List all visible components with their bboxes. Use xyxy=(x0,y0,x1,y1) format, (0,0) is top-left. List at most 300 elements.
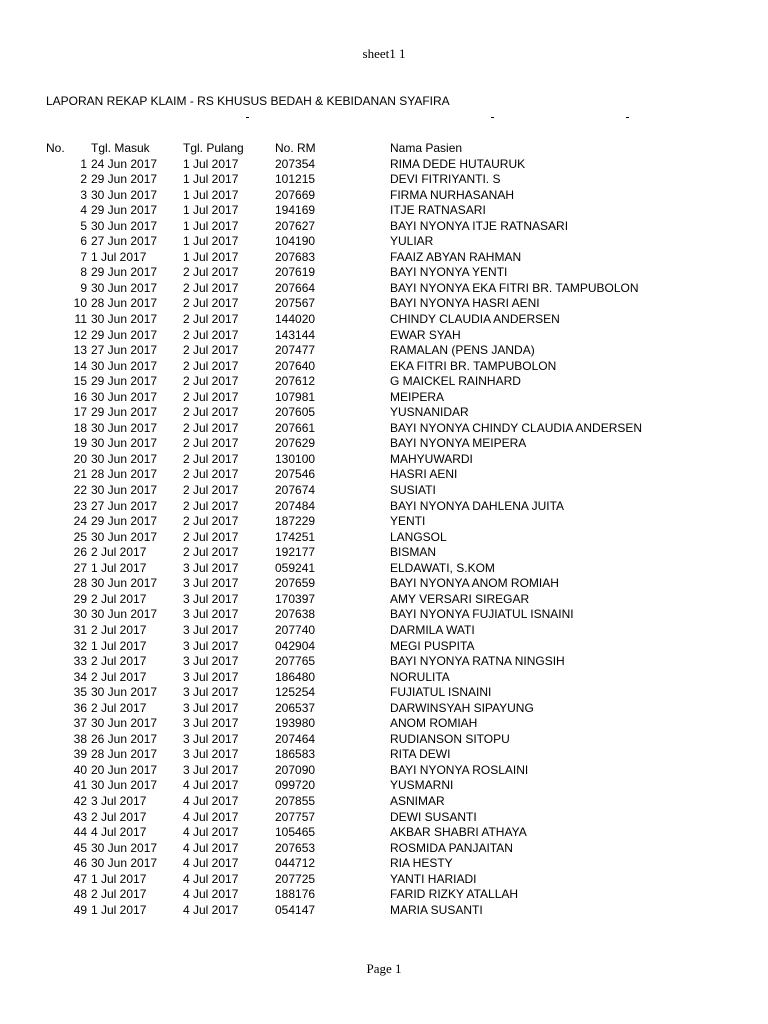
discharge-date: 3 Jul 2017 xyxy=(183,685,239,700)
admission-date: 30 Jun 2017 xyxy=(91,358,158,373)
row-number: 33 xyxy=(73,654,87,669)
row-number: 16 xyxy=(73,389,87,404)
patient-name: AMY VERSARI SIREGAR xyxy=(390,591,530,606)
table-row xyxy=(0,530,768,546)
medical-record-number: 207477 xyxy=(275,343,316,358)
row-number: 10 xyxy=(73,296,87,311)
table-body xyxy=(0,157,768,919)
row-number: 42 xyxy=(73,793,87,808)
admission-date: 30 Jun 2017 xyxy=(91,685,158,700)
patient-name: SUSIATI xyxy=(390,483,436,498)
medical-record-number: 207354 xyxy=(275,156,316,171)
medical-record-number: 207567 xyxy=(275,296,316,311)
table-row xyxy=(0,685,768,701)
admission-date: 20 Jun 2017 xyxy=(91,762,158,777)
patient-name: DEWI SUSANTI xyxy=(390,809,477,824)
row-number: 29 xyxy=(73,591,87,606)
discharge-date: 4 Jul 2017 xyxy=(183,793,239,808)
row-number: 43 xyxy=(73,809,87,824)
row-number: 26 xyxy=(73,545,87,560)
patient-name: BAYI NYONYA DAHLENA JUITA xyxy=(390,498,565,513)
row-number: 2 xyxy=(80,172,87,187)
admission-date: 29 Jun 2017 xyxy=(91,265,158,280)
patient-name: RIA HESTY xyxy=(390,856,453,871)
row-number: 9 xyxy=(80,280,87,295)
table-row xyxy=(0,390,768,406)
column-tick-mark xyxy=(491,117,494,118)
patient-name: DEVI FITRIYANTI. S xyxy=(390,172,501,187)
patient-name: LANGSOL xyxy=(390,529,447,544)
row-number: 30 xyxy=(73,607,87,622)
medical-record-number: 105465 xyxy=(275,825,316,840)
patient-name: RUDIANSON SITOPU xyxy=(390,731,510,746)
table-row xyxy=(0,499,768,515)
claims-table xyxy=(0,141,768,918)
discharge-date: 3 Jul 2017 xyxy=(183,622,239,637)
table-row xyxy=(0,234,768,250)
table-row xyxy=(0,732,768,748)
patient-name: FARID RIZKY ATALLAH xyxy=(390,887,519,902)
table-row xyxy=(0,561,768,577)
table-row xyxy=(0,872,768,888)
admission-date: 29 Jun 2017 xyxy=(91,203,158,218)
discharge-date: 2 Jul 2017 xyxy=(183,483,239,498)
row-number: 8 xyxy=(80,265,87,280)
discharge-date: 1 Jul 2017 xyxy=(183,172,239,187)
admission-date: 29 Jun 2017 xyxy=(91,374,158,389)
medical-record-number: 186480 xyxy=(275,669,316,684)
discharge-date: 2 Jul 2017 xyxy=(183,343,239,358)
table-row xyxy=(0,794,768,810)
row-number: 41 xyxy=(73,778,87,793)
admission-date: 30 Jun 2017 xyxy=(91,436,158,451)
table-row xyxy=(0,421,768,437)
medical-record-number: 207740 xyxy=(275,622,316,637)
table-row xyxy=(0,405,768,421)
admission-date: 2 Jul 2017 xyxy=(91,654,147,669)
patient-name: ASNIMAR xyxy=(390,793,445,808)
admission-date: 1 Jul 2017 xyxy=(91,560,147,575)
admission-date: 2 Jul 2017 xyxy=(91,545,147,560)
table-row xyxy=(0,716,768,732)
admission-date: 28 Jun 2017 xyxy=(91,467,158,482)
column-header-tgl-masuk: Tgl. Masuk xyxy=(91,141,150,155)
row-number: 15 xyxy=(73,374,87,389)
row-number: 45 xyxy=(73,840,87,855)
discharge-date: 1 Jul 2017 xyxy=(183,203,239,218)
medical-record-number: 207629 xyxy=(275,436,316,451)
patient-name: MARIA SUSANTI xyxy=(390,902,483,917)
discharge-date: 1 Jul 2017 xyxy=(183,218,239,233)
discharge-date: 2 Jul 2017 xyxy=(183,436,239,451)
row-number: 40 xyxy=(73,762,87,777)
row-number: 44 xyxy=(73,825,87,840)
discharge-date: 1 Jul 2017 xyxy=(183,187,239,202)
admission-date: 1 Jul 2017 xyxy=(91,902,147,917)
admission-date: 30 Jun 2017 xyxy=(91,187,158,202)
patient-name: MAHYUWARDI xyxy=(390,451,473,466)
admission-date: 30 Jun 2017 xyxy=(91,312,158,327)
row-number: 19 xyxy=(73,436,87,451)
patient-name: ANOM ROMIAH xyxy=(390,716,478,731)
table-row xyxy=(0,576,768,592)
admission-date: 29 Jun 2017 xyxy=(91,327,158,342)
discharge-date: 3 Jul 2017 xyxy=(183,716,239,731)
row-number: 4 xyxy=(80,203,87,218)
discharge-date: 3 Jul 2017 xyxy=(183,731,239,746)
column-tick-mark xyxy=(626,117,629,118)
discharge-date: 4 Jul 2017 xyxy=(183,825,239,840)
medical-record-number: 207855 xyxy=(275,793,316,808)
discharge-date: 3 Jul 2017 xyxy=(183,607,239,622)
patient-name: RITA DEWI xyxy=(390,747,451,762)
patient-name: NORULITA xyxy=(390,669,450,684)
discharge-date: 4 Jul 2017 xyxy=(183,778,239,793)
patient-name: CHINDY CLAUDIA ANDERSEN xyxy=(390,312,560,327)
admission-date: 30 Jun 2017 xyxy=(91,483,158,498)
discharge-date: 3 Jul 2017 xyxy=(183,654,239,669)
admission-date: 30 Jun 2017 xyxy=(91,451,158,466)
medical-record-number: 206537 xyxy=(275,700,316,715)
table-row xyxy=(0,701,768,717)
patient-name: MEIPERA xyxy=(390,389,445,404)
discharge-date: 2 Jul 2017 xyxy=(183,389,239,404)
table-row xyxy=(0,483,768,499)
admission-date: 27 Jun 2017 xyxy=(91,234,158,249)
row-number: 34 xyxy=(73,669,87,684)
medical-record-number: 192177 xyxy=(275,545,316,560)
discharge-date: 4 Jul 2017 xyxy=(183,856,239,871)
column-tick-mark xyxy=(246,117,249,118)
table-row xyxy=(0,374,768,390)
discharge-date: 2 Jul 2017 xyxy=(183,358,239,373)
discharge-date: 2 Jul 2017 xyxy=(183,451,239,466)
table-row xyxy=(0,219,768,235)
discharge-date: 3 Jul 2017 xyxy=(183,669,239,684)
row-number: 18 xyxy=(73,420,87,435)
admission-date: 4 Jul 2017 xyxy=(91,825,147,840)
patient-name: EKA FITRI BR. TAMPUBOLON xyxy=(390,358,557,373)
row-number: 20 xyxy=(73,451,87,466)
column-header-no-rm: No. RM xyxy=(275,141,316,155)
discharge-date: 2 Jul 2017 xyxy=(183,405,239,420)
admission-date: 1 Jul 2017 xyxy=(91,638,147,653)
medical-record-number: 207612 xyxy=(275,374,316,389)
admission-date: 2 Jul 2017 xyxy=(91,669,147,684)
table-row xyxy=(0,887,768,903)
table-row xyxy=(0,825,768,841)
discharge-date: 3 Jul 2017 xyxy=(183,591,239,606)
row-number: 13 xyxy=(73,343,87,358)
admission-date: 30 Jun 2017 xyxy=(91,389,158,404)
row-number: 6 xyxy=(80,234,87,249)
patient-name: BAYI NYONYA ROSLAINI xyxy=(390,762,529,777)
row-number: 21 xyxy=(73,467,87,482)
medical-record-number: 207757 xyxy=(275,809,316,824)
row-number: 28 xyxy=(73,576,87,591)
admission-date: 27 Jun 2017 xyxy=(91,498,158,513)
patient-name: BAYI NYONYA CHINDY CLAUDIA ANDERSEN xyxy=(390,420,643,435)
medical-record-number: 130100 xyxy=(275,451,316,466)
medical-record-number: 207627 xyxy=(275,218,316,233)
patient-name: YANTI HARIADI xyxy=(390,871,477,886)
medical-record-number: 207765 xyxy=(275,654,316,669)
medical-record-number: 207669 xyxy=(275,187,316,202)
medical-record-number: 194169 xyxy=(275,203,316,218)
discharge-date: 3 Jul 2017 xyxy=(183,762,239,777)
medical-record-number: 207464 xyxy=(275,731,316,746)
medical-record-number: 207683 xyxy=(275,249,316,264)
medical-record-number: 207674 xyxy=(275,483,316,498)
patient-name: RIMA DEDE HUTAURUK xyxy=(390,156,526,171)
patient-name: RAMALAN (PENS JANDA) xyxy=(390,343,535,358)
medical-record-number: 207619 xyxy=(275,265,316,280)
medical-record-number: 207664 xyxy=(275,280,316,295)
row-number: 23 xyxy=(73,498,87,513)
table-row xyxy=(0,778,768,794)
patient-name: FUJIATUL ISNAINI xyxy=(390,685,492,700)
medical-record-number: 170397 xyxy=(275,591,316,606)
medical-record-number: 207090 xyxy=(275,762,316,777)
discharge-date: 2 Jul 2017 xyxy=(183,498,239,513)
row-number: 36 xyxy=(73,700,87,715)
row-number: 1 xyxy=(80,156,87,171)
table-row xyxy=(0,670,768,686)
admission-date: 28 Jun 2017 xyxy=(91,296,158,311)
row-number: 22 xyxy=(73,483,87,498)
table-row xyxy=(0,203,768,219)
admission-date: 24 Jun 2017 xyxy=(91,156,158,171)
row-number: 37 xyxy=(73,716,87,731)
medical-record-number: 107981 xyxy=(275,389,316,404)
patient-name: BAYI NYONYA FUJIATUL ISNAINI xyxy=(390,607,574,622)
table-row xyxy=(0,312,768,328)
medical-record-number: 193980 xyxy=(275,716,316,731)
discharge-date: 3 Jul 2017 xyxy=(183,638,239,653)
discharge-date: 2 Jul 2017 xyxy=(183,280,239,295)
medical-record-number: 044712 xyxy=(275,856,316,871)
admission-date: 29 Jun 2017 xyxy=(91,514,158,529)
patient-name: YULIAR xyxy=(390,234,434,249)
discharge-date: 2 Jul 2017 xyxy=(183,467,239,482)
discharge-date: 1 Jul 2017 xyxy=(183,234,239,249)
medical-record-number: 099720 xyxy=(275,778,316,793)
patient-name: FIRMA NURHASANAH xyxy=(390,187,515,202)
patient-name: DARWINSYAH SIPAYUNG xyxy=(390,700,534,715)
admission-date: 28 Jun 2017 xyxy=(91,747,158,762)
table-row xyxy=(0,296,768,312)
patient-name: YUSNANIDAR xyxy=(390,405,469,420)
row-number: 48 xyxy=(73,887,87,902)
admission-date: 29 Jun 2017 xyxy=(91,172,158,187)
table-row xyxy=(0,281,768,297)
patient-name: YUSMARNI xyxy=(390,778,454,793)
medical-record-number: 144020 xyxy=(275,312,316,327)
table-row xyxy=(0,172,768,188)
admission-date: 30 Jun 2017 xyxy=(91,576,158,591)
admission-date: 30 Jun 2017 xyxy=(91,218,158,233)
admission-date: 2 Jul 2017 xyxy=(91,809,147,824)
table-row xyxy=(0,639,768,655)
row-number: 11 xyxy=(74,312,87,327)
medical-record-number: 104190 xyxy=(275,234,316,249)
table-row xyxy=(0,903,768,919)
medical-record-number: 042904 xyxy=(275,638,316,653)
medical-record-number: 187229 xyxy=(275,514,316,529)
patient-name: AKBAR SHABRI ATHAYA xyxy=(390,825,527,840)
admission-date: 2 Jul 2017 xyxy=(91,700,147,715)
row-number: 31 xyxy=(73,622,87,637)
patient-name: EWAR SYAH xyxy=(390,327,461,342)
table-row xyxy=(0,747,768,763)
discharge-date: 4 Jul 2017 xyxy=(183,809,239,824)
admission-date: 1 Jul 2017 xyxy=(91,871,147,886)
sheet-name: sheet1 1 xyxy=(362,46,406,61)
admission-date: 2 Jul 2017 xyxy=(91,591,147,606)
table-row xyxy=(0,265,768,281)
admission-date: 2 Jul 2017 xyxy=(91,887,147,902)
discharge-date: 2 Jul 2017 xyxy=(183,420,239,435)
admission-date: 3 Jul 2017 xyxy=(91,793,147,808)
admission-date: 27 Jun 2017 xyxy=(91,343,158,358)
patient-name: BAYI NYONYA YENTI xyxy=(390,265,508,280)
table-row xyxy=(0,841,768,857)
table-row xyxy=(0,343,768,359)
discharge-date: 2 Jul 2017 xyxy=(183,312,239,327)
medical-record-number: 054147 xyxy=(275,902,316,917)
column-header-nama-pasien: Nama Pasien xyxy=(390,141,463,155)
admission-date: 30 Jun 2017 xyxy=(91,716,158,731)
row-number: 3 xyxy=(80,187,87,202)
table-row xyxy=(0,654,768,670)
admission-date: 30 Jun 2017 xyxy=(91,856,158,871)
medical-record-number: 125254 xyxy=(275,685,316,700)
admission-date: 30 Jun 2017 xyxy=(91,280,158,295)
row-number: 38 xyxy=(73,731,87,746)
patient-name: G MAICKEL RAINHARD xyxy=(390,374,521,389)
column-header-no: No. xyxy=(46,141,65,155)
patient-name: ELDAWATI, S.KOM xyxy=(390,560,495,575)
patient-name: ITJE RATNASARI xyxy=(390,203,486,218)
patient-name: FAAIZ ABYAN RAHMAN xyxy=(390,249,522,264)
table-row xyxy=(0,623,768,639)
patient-name: BAYI NYONYA ITJE RATNASARI xyxy=(390,218,569,233)
table-row xyxy=(0,188,768,204)
table-row xyxy=(0,856,768,872)
admission-date: 26 Jun 2017 xyxy=(91,731,158,746)
medical-record-number: 207653 xyxy=(275,840,316,855)
row-number: 46 xyxy=(73,856,87,871)
admission-date: 30 Jun 2017 xyxy=(91,778,158,793)
table-row xyxy=(0,467,768,483)
medical-record-number: 207725 xyxy=(275,871,316,886)
admission-date: 1 Jul 2017 xyxy=(91,249,147,264)
discharge-date: 3 Jul 2017 xyxy=(183,576,239,591)
row-number: 39 xyxy=(73,747,87,762)
discharge-date: 4 Jul 2017 xyxy=(183,871,239,886)
row-number: 27 xyxy=(73,560,87,575)
discharge-date: 3 Jul 2017 xyxy=(183,560,239,575)
medical-record-number: 207640 xyxy=(275,358,316,373)
medical-record-number: 174251 xyxy=(275,529,316,544)
discharge-date: 2 Jul 2017 xyxy=(183,265,239,280)
row-number: 12 xyxy=(73,327,87,342)
discharge-date: 4 Jul 2017 xyxy=(183,887,239,902)
discharge-date: 3 Jul 2017 xyxy=(183,747,239,762)
medical-record-number: 207638 xyxy=(275,607,316,622)
admission-date: 2 Jul 2017 xyxy=(91,622,147,637)
discharge-date: 1 Jul 2017 xyxy=(183,156,239,171)
medical-record-number: 143144 xyxy=(275,327,316,342)
row-number: 35 xyxy=(73,685,87,700)
patient-name: HASRI AENI xyxy=(390,467,458,482)
patient-name: BAYI NYONYA MEIPERA xyxy=(390,436,527,451)
medical-record-number: 207605 xyxy=(275,405,316,420)
discharge-date: 2 Jul 2017 xyxy=(183,545,239,560)
discharge-date: 2 Jul 2017 xyxy=(183,327,239,342)
page-number: Page 1 xyxy=(366,961,402,976)
table-row xyxy=(0,328,768,344)
patient-name: BAYI NYONYA RATNA NINGSIH xyxy=(390,654,565,669)
table-row xyxy=(0,514,768,530)
row-number: 14 xyxy=(73,358,87,373)
row-number: 24 xyxy=(73,514,87,529)
discharge-date: 4 Jul 2017 xyxy=(183,902,239,917)
patient-name: BAYI NYONYA ANOM ROMIAH xyxy=(390,576,559,591)
discharge-date: 2 Jul 2017 xyxy=(183,514,239,529)
table-row xyxy=(0,250,768,266)
table-row xyxy=(0,452,768,468)
admission-date: 30 Jun 2017 xyxy=(91,840,158,855)
table-row xyxy=(0,545,768,561)
table-row xyxy=(0,763,768,779)
row-number: 49 xyxy=(73,902,87,917)
medical-record-number: 101215 xyxy=(275,172,316,187)
patient-name: YENTI xyxy=(390,514,426,529)
row-number: 17 xyxy=(73,405,87,420)
admission-date: 30 Jun 2017 xyxy=(91,529,158,544)
row-number: 47 xyxy=(73,871,87,886)
report-title: LAPORAN REKAP KLAIM - RS KHUSUS BEDAH & KEBIDANAN SYAFIRA xyxy=(46,94,450,108)
table-row xyxy=(0,607,768,623)
table-header-row xyxy=(0,141,768,157)
table-row xyxy=(0,592,768,608)
patient-name: MEGI PUSPITA xyxy=(390,638,475,653)
medical-record-number: 188176 xyxy=(275,887,316,902)
patient-name: BAYI NYONYA EKA FITRI BR. TAMPUBOLON xyxy=(390,280,639,295)
table-row xyxy=(0,359,768,375)
patient-name: BAYI NYONYA HASRI AENI xyxy=(390,296,540,311)
discharge-date: 2 Jul 2017 xyxy=(183,529,239,544)
discharge-date: 4 Jul 2017 xyxy=(183,840,239,855)
admission-date: 30 Jun 2017 xyxy=(91,607,158,622)
column-header-tgl-pulang: Tgl. Pulang xyxy=(183,141,244,155)
row-number: 5 xyxy=(80,218,87,233)
medical-record-number: 207661 xyxy=(275,420,316,435)
patient-name: BISMAN xyxy=(390,545,437,560)
patient-name: DARMILA WATI xyxy=(390,622,475,637)
table-row xyxy=(0,157,768,173)
medical-record-number: 207484 xyxy=(275,498,316,513)
discharge-date: 1 Jul 2017 xyxy=(183,249,239,264)
admission-date: 30 Jun 2017 xyxy=(91,420,158,435)
row-number: 7 xyxy=(80,249,87,264)
row-number: 25 xyxy=(73,529,87,544)
discharge-date: 2 Jul 2017 xyxy=(183,374,239,389)
medical-record-number: 207546 xyxy=(275,467,316,482)
medical-record-number: 186583 xyxy=(275,747,316,762)
discharge-date: 3 Jul 2017 xyxy=(183,700,239,715)
